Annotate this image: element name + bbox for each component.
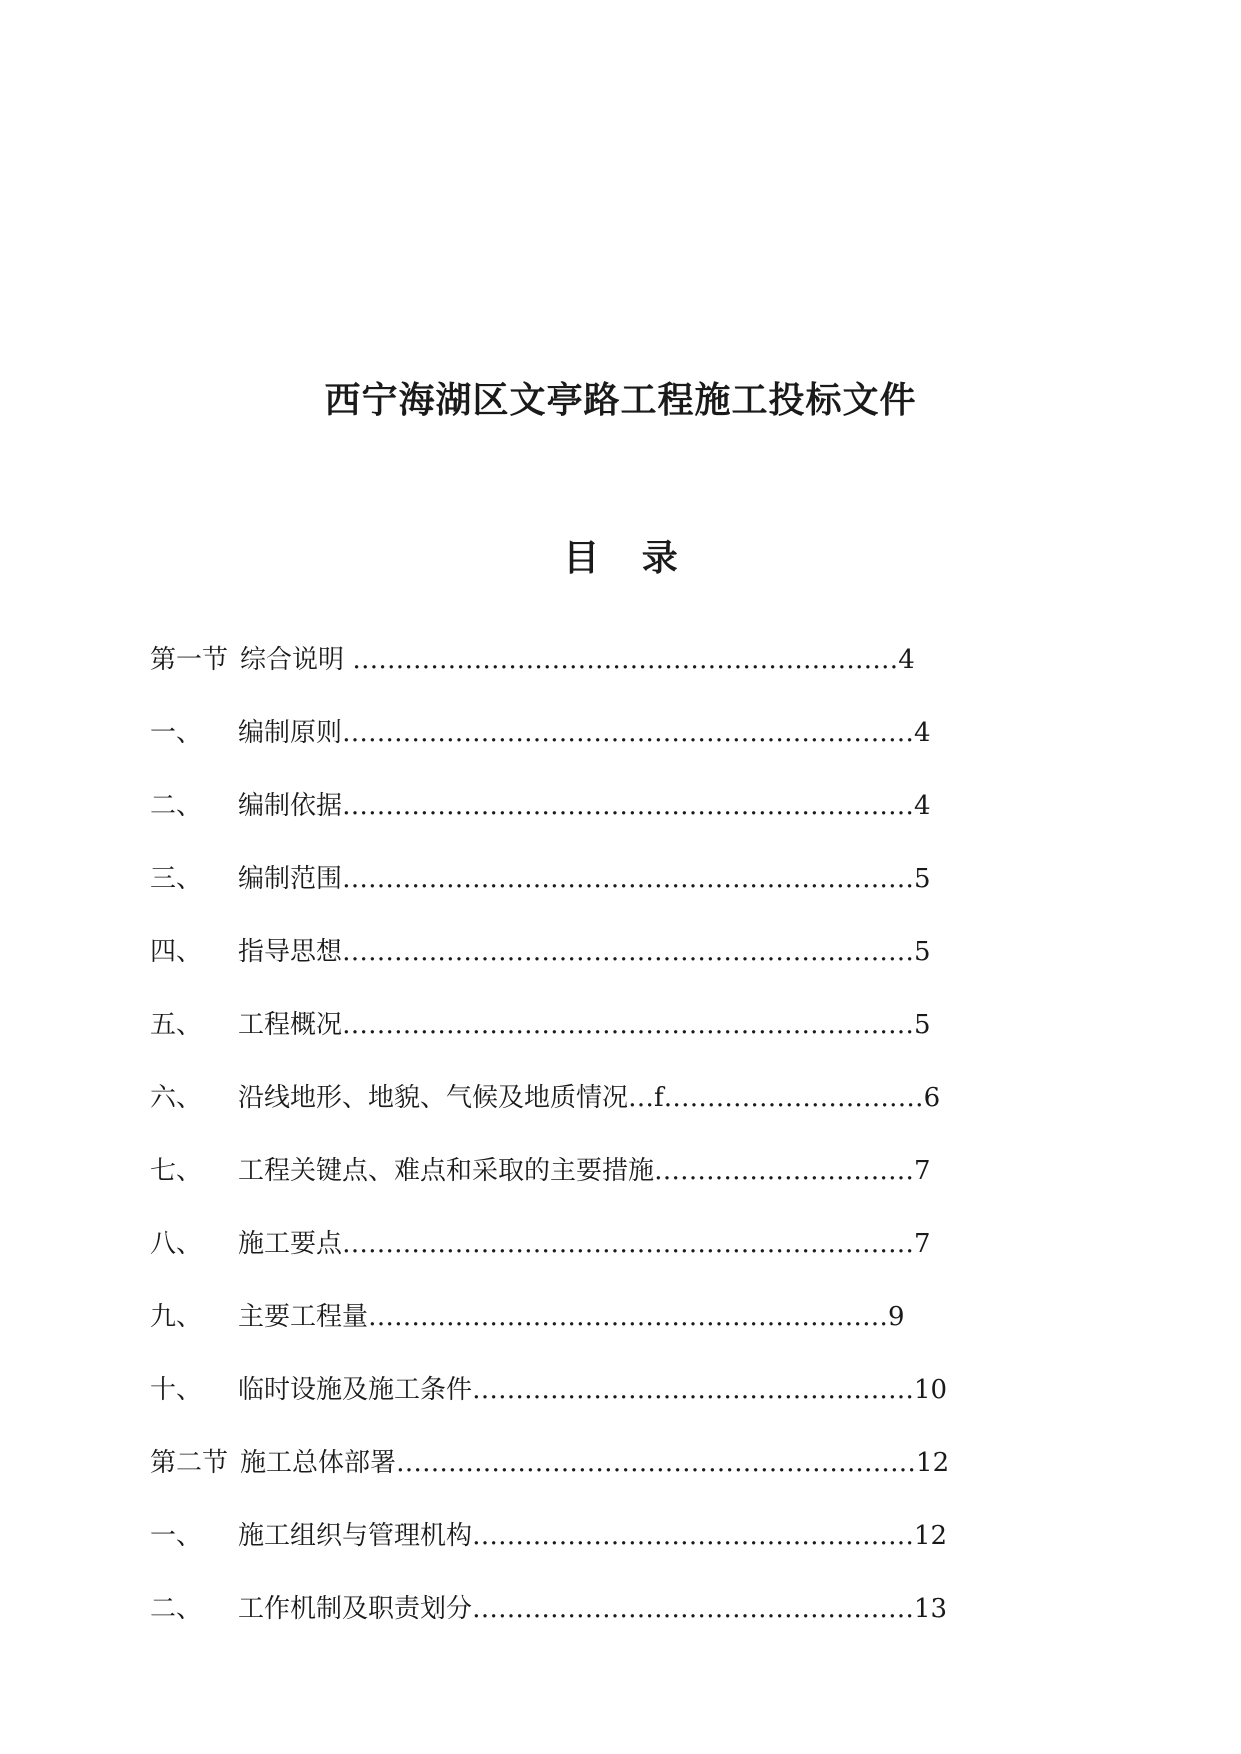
document-title: 西宁海湖区文亭路工程施工投标文件 xyxy=(324,379,917,421)
toc-entry-label: 指导思想 xyxy=(238,937,343,967)
toc-leader-dots: …………………………………………………… xyxy=(396,1448,917,1478)
toc-page-number: 12 xyxy=(916,1448,950,1478)
toc-page-number: 7 xyxy=(914,1229,931,1259)
toc-leader-dots: ………………………………………………………… xyxy=(342,937,915,967)
toc-entry-number: 四、 xyxy=(150,937,203,967)
toc-entry-label: 编制依据 xyxy=(238,791,343,821)
toc-leader-dots: …………………………………………… xyxy=(472,1594,915,1624)
toc-leader-dots: ………………………………………………………… xyxy=(342,1010,915,1040)
toc-entry[interactable] xyxy=(150,930,1050,1003)
toc-leader-dots: ………………………………………………………… xyxy=(342,718,915,748)
toc-page-number: 13 xyxy=(914,1594,948,1624)
toc-page-number: 5 xyxy=(914,1010,931,1040)
toc-entry[interactable] xyxy=(150,1514,1050,1587)
toc-leader-dots: ………………………………………………………… xyxy=(342,791,915,821)
toc-leader-dots: ………………………… xyxy=(654,1156,915,1186)
toc-entry[interactable] xyxy=(150,1368,1050,1441)
toc-entry-number: 一、 xyxy=(150,1521,203,1551)
toc-entry[interactable] xyxy=(150,1149,1050,1222)
toc-page-number: 5 xyxy=(914,937,931,967)
toc-entry-number: 第一节 xyxy=(150,645,229,675)
toc-leader-dots: ……………………………………………………… xyxy=(344,645,899,675)
toc-page-number: 6 xyxy=(923,1083,941,1113)
toc-heading: 目 录 xyxy=(563,537,678,579)
toc-entry[interactable] xyxy=(150,638,1050,711)
toc-page-number: 4 xyxy=(898,645,915,675)
toc-entry-number: 一、 xyxy=(150,718,203,748)
toc-entry-number: 八、 xyxy=(150,1229,203,1259)
toc-entry-label: 主要工程量 xyxy=(238,1302,369,1332)
toc-leader-dots: …………………………………………… xyxy=(472,1375,915,1405)
toc-entry-label: 工作机制及职责划分 xyxy=(238,1594,473,1624)
toc-entry-number: 六、 xyxy=(150,1083,203,1113)
toc-entry-number: 九、 xyxy=(150,1302,203,1332)
toc-entry-number: 二、 xyxy=(150,1594,203,1624)
toc-entry-number: 七、 xyxy=(150,1156,203,1186)
toc-entry[interactable] xyxy=(150,1076,1050,1149)
toc-entry-number: 五、 xyxy=(150,1010,203,1040)
toc-entry-number: 二、 xyxy=(150,791,203,821)
toc-entry-label: 施工总体部署 xyxy=(240,1448,397,1478)
toc-entry-label: 编制范围 xyxy=(238,864,343,894)
toc-entry-label: 编制原则 xyxy=(238,718,343,748)
toc-entry-label: 临时设施及施工条件 xyxy=(238,1375,473,1405)
toc-page-number: 7 xyxy=(914,1156,931,1186)
toc-entry-number: 三、 xyxy=(150,864,203,894)
toc-leader-dots: ………………………………………………………… xyxy=(342,1229,915,1259)
toc-page-number: 9 xyxy=(888,1302,905,1332)
toc-entry-label: 施工组织与管理机构 xyxy=(238,1521,473,1551)
toc-entry[interactable] xyxy=(150,1003,1050,1076)
toc-entry-label: 沿线地形、地貌、气候及地质情况…f xyxy=(238,1083,664,1113)
toc-leader-dots: …………………………………………… xyxy=(472,1521,915,1551)
toc-page-number: 12 xyxy=(914,1521,948,1551)
toc-entry[interactable] xyxy=(150,1222,1050,1295)
toc-entry-label: 综合说明 xyxy=(240,645,345,675)
toc-page-number: 4 xyxy=(914,791,931,821)
table-of-contents xyxy=(150,638,1050,1660)
toc-entry[interactable] xyxy=(150,1587,1050,1660)
toc-entry-label: 工程关键点、难点和采取的主要措施 xyxy=(238,1156,655,1186)
toc-page-number: 4 xyxy=(914,718,931,748)
toc-entry[interactable] xyxy=(150,1441,1050,1514)
toc-page-number: 10 xyxy=(914,1375,948,1405)
toc-entry[interactable] xyxy=(150,711,1050,784)
toc-leader-dots: ………………………………………………………… xyxy=(342,864,915,894)
toc-entry-number: 第二节 xyxy=(150,1448,229,1478)
toc-entry-label: 施工要点 xyxy=(238,1229,343,1259)
toc-leader-dots: ………………………… xyxy=(663,1083,924,1113)
toc-page-number: 5 xyxy=(914,864,931,894)
toc-entry[interactable] xyxy=(150,784,1050,857)
toc-entry[interactable] xyxy=(150,857,1050,930)
toc-entry-label: 工程概况 xyxy=(238,1010,343,1040)
toc-entry-number: 十、 xyxy=(150,1375,203,1405)
toc-entry[interactable] xyxy=(150,1295,1050,1368)
toc-leader-dots: …………………………………………………… xyxy=(368,1302,889,1332)
